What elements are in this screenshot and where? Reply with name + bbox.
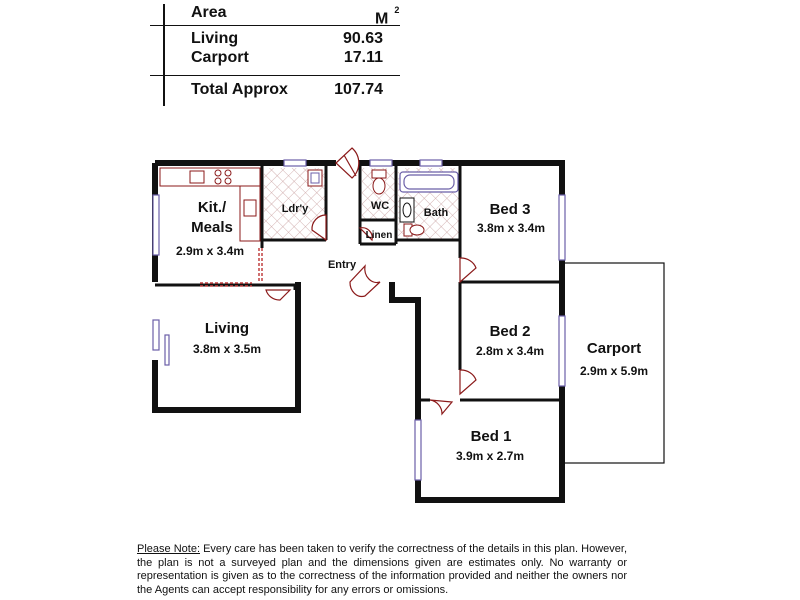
note-heading: Please Note: bbox=[137, 543, 200, 555]
room-label: Bed 2 bbox=[489, 323, 531, 340]
room-label: Entry bbox=[327, 259, 357, 271]
room-dimensions: 3.8m x 3.4m bbox=[476, 221, 546, 235]
note-text: Every care has been taken to verify the correctness of the details in this plan. However, the plan is not a surveyed plan and the dimensions given are estimates only. No warranty or representation is given as to the correctness of the information provided and neither the owners nor the Agents can accept responsibility for any errors or omissions. bbox=[137, 543, 627, 596]
bathtub-icon bbox=[400, 172, 458, 192]
area-row-label: Carport bbox=[191, 49, 249, 66]
room-label: Kit./ bbox=[197, 199, 227, 216]
area-row-value: 17.11 bbox=[343, 49, 383, 66]
toilet-icon bbox=[404, 224, 424, 236]
area-row-label: Living bbox=[191, 30, 239, 47]
room-dimensions: 2.9m x 3.4m bbox=[175, 244, 245, 258]
room-label: Carport bbox=[586, 340, 642, 357]
room-label: Ldr'y bbox=[281, 203, 309, 215]
room-dimensions: 3.8m x 3.5m bbox=[192, 342, 262, 356]
room-label: Meals bbox=[191, 219, 233, 236]
room-dimensions: 3.9m x 2.7m bbox=[455, 449, 525, 463]
area-total-value: 107.74 bbox=[334, 81, 383, 98]
room-dimensions: 2.9m x 5.9m bbox=[579, 364, 649, 378]
disclaimer-note bbox=[137, 543, 627, 597]
area-header-unit: $M^2$ bbox=[375, 5, 400, 28]
room-dimensions: 2.8m x 3.4m bbox=[475, 344, 545, 358]
room-label: Linen bbox=[365, 230, 393, 241]
area-total-label: Total Approx bbox=[191, 81, 288, 98]
laundry-tub bbox=[308, 170, 322, 186]
area-header-label: Area bbox=[191, 4, 227, 21]
room-label: Bath bbox=[423, 207, 449, 219]
room-label: WC bbox=[370, 200, 390, 212]
vanity-icon bbox=[400, 198, 414, 222]
room-label: Bed 1 bbox=[470, 428, 512, 445]
room-label: Bed 3 bbox=[489, 201, 531, 218]
room-label: Living bbox=[204, 320, 250, 337]
toilet-icon bbox=[372, 170, 386, 194]
carport-outline bbox=[562, 263, 664, 463]
area-row-value: 90.63 bbox=[342, 30, 383, 47]
